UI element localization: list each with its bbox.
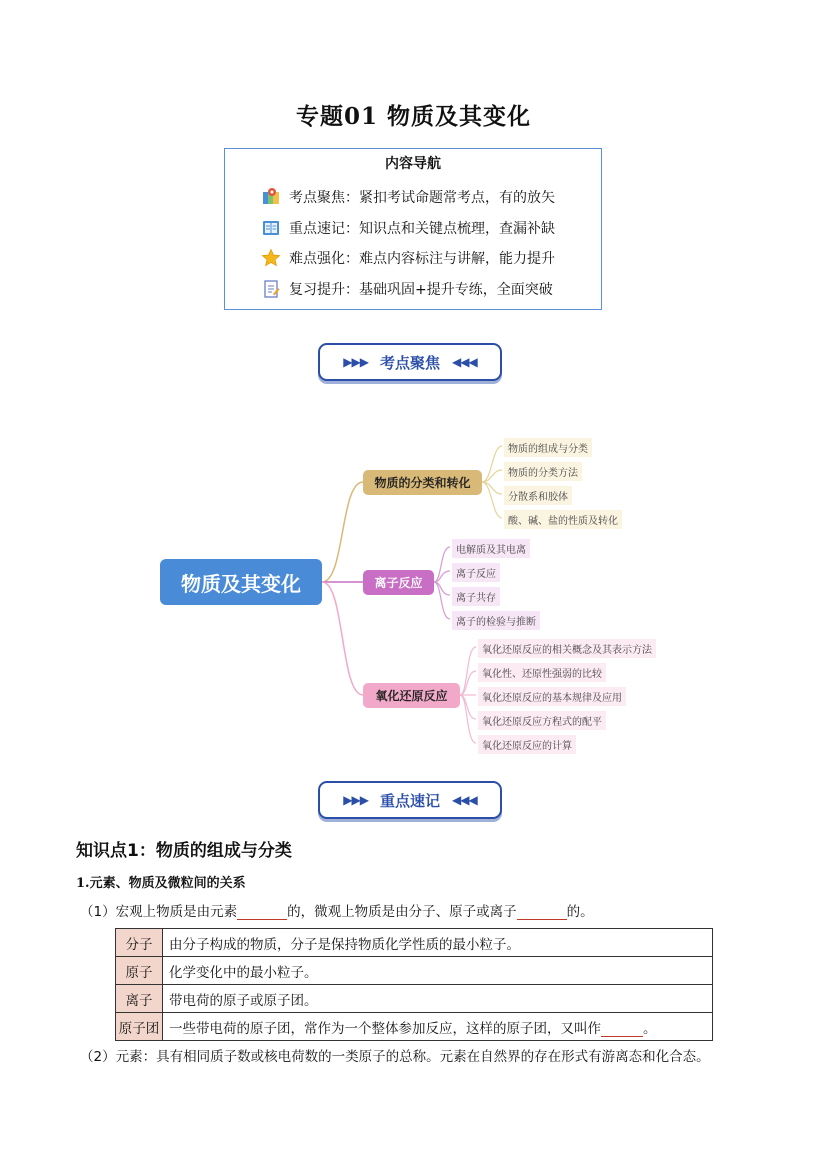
nav-item-label: 难点强化：难点内容标注与讲解，能力提升 bbox=[289, 251, 555, 267]
leaf: 离子共存 bbox=[452, 587, 500, 606]
nav-item-label: 复习提升：基础巩固+提升专练，全面突破 bbox=[289, 282, 553, 298]
left-arrows-icon: ◀◀◀ bbox=[452, 793, 477, 807]
table-row bbox=[116, 1013, 713, 1041]
table-term: 分子 bbox=[116, 929, 163, 957]
focus-banner-label: 考点聚焦 bbox=[379, 353, 440, 372]
focus-banner bbox=[318, 343, 502, 381]
table-desc: 带电荷的原子或原子团。 bbox=[163, 985, 713, 1013]
paragraph-1 bbox=[80, 900, 594, 920]
table-row bbox=[116, 957, 713, 985]
leaf: 电解质及其电离 bbox=[452, 539, 530, 558]
fill-in-blank[interactable] bbox=[517, 905, 567, 920]
nav-item-notes bbox=[261, 216, 555, 240]
table-desc-cell bbox=[163, 1013, 713, 1041]
leaf: 酸、碱、盐的性质及转化 bbox=[504, 510, 622, 529]
nav-item-focus bbox=[261, 185, 555, 209]
book-icon bbox=[261, 218, 281, 238]
map-icon bbox=[261, 187, 281, 207]
leaf: 氧化还原反应的计算 bbox=[478, 735, 576, 754]
table-term: 原子团 bbox=[116, 1013, 163, 1041]
nav-heading: 内容导航 bbox=[385, 156, 441, 172]
fill-in-blank[interactable] bbox=[601, 1022, 643, 1037]
leaf: 离子反应 bbox=[452, 563, 500, 582]
nav-item-label: 考点聚焦：紧扣考试命题常考点，有的放矢 bbox=[289, 190, 555, 206]
notes-banner-label: 重点速记 bbox=[379, 791, 440, 810]
paragraph-text: （1）宏观上物质是由元素 bbox=[80, 904, 238, 920]
nav-item-review bbox=[261, 277, 553, 301]
mind-map-root: 物质及其变化 bbox=[160, 559, 322, 605]
table-term: 离子 bbox=[116, 985, 163, 1013]
leaf: 分散系和胶体 bbox=[504, 486, 572, 505]
right-arrows-icon: ▶▶▶ bbox=[343, 793, 368, 807]
table-desc: 由分子构成的物质，分子是保持物质化学性质的最小粒子。 bbox=[163, 929, 713, 957]
nav-item-difficult bbox=[261, 246, 555, 270]
paragraph-2: （2）元素：具有相同质子数或核电荷数的一类原子的总称。元素在自然界的存在形式有游离态和化合态。 bbox=[80, 1049, 710, 1065]
leaf: 氧化还原反应方程式的配平 bbox=[478, 711, 606, 730]
sub-heading: 1.元素、物质及微粒间的关系 bbox=[76, 876, 246, 891]
paragraph-text: 的，微观上物质是由分子、原子或离子 bbox=[287, 904, 517, 920]
mind-map bbox=[150, 430, 680, 760]
table-desc-tail: 。 bbox=[643, 1020, 657, 1037]
leaf: 氧化性、还原性强弱的比较 bbox=[478, 663, 606, 682]
branch-ionic-reaction: 离子反应 bbox=[363, 570, 434, 595]
table-row bbox=[116, 929, 713, 957]
leaf: 氧化还原反应的基本规律及应用 bbox=[478, 687, 626, 706]
particle-table bbox=[115, 928, 713, 1041]
branch-redox: 氧化还原反应 bbox=[363, 683, 460, 708]
notes-banner bbox=[318, 781, 502, 819]
table-desc: 化学变化中的最小粒子。 bbox=[163, 957, 713, 985]
section-heading: 知识点1：物质的组成与分类 bbox=[76, 841, 292, 861]
leaf: 物质的组成与分类 bbox=[504, 438, 592, 457]
paragraph-text: 的。 bbox=[566, 904, 594, 920]
content-navigation-box bbox=[224, 148, 602, 310]
leaf: 离子的检验与推断 bbox=[452, 611, 540, 630]
star-icon bbox=[261, 248, 281, 268]
page-title: 专题01 物质及其变化 bbox=[295, 103, 531, 130]
left-arrows-icon: ◀◀◀ bbox=[452, 355, 477, 369]
leaf: 氧化还原反应的相关概念及其表示方法 bbox=[478, 639, 656, 658]
table-row bbox=[116, 985, 713, 1013]
fill-in-blank[interactable] bbox=[237, 905, 287, 920]
branch-classification: 物质的分类和转化 bbox=[363, 470, 482, 495]
table-term: 原子 bbox=[116, 957, 163, 985]
notebook-icon bbox=[261, 279, 281, 299]
right-arrows-icon: ▶▶▶ bbox=[343, 355, 368, 369]
nav-item-label: 重点速记：知识点和关键点梳理，查漏补缺 bbox=[289, 221, 555, 237]
leaf: 物质的分类方法 bbox=[504, 462, 582, 481]
table-desc: 一些带电荷的原子团，常作为一个整体参加反应，这样的原子团，又叫作 bbox=[169, 1020, 601, 1037]
